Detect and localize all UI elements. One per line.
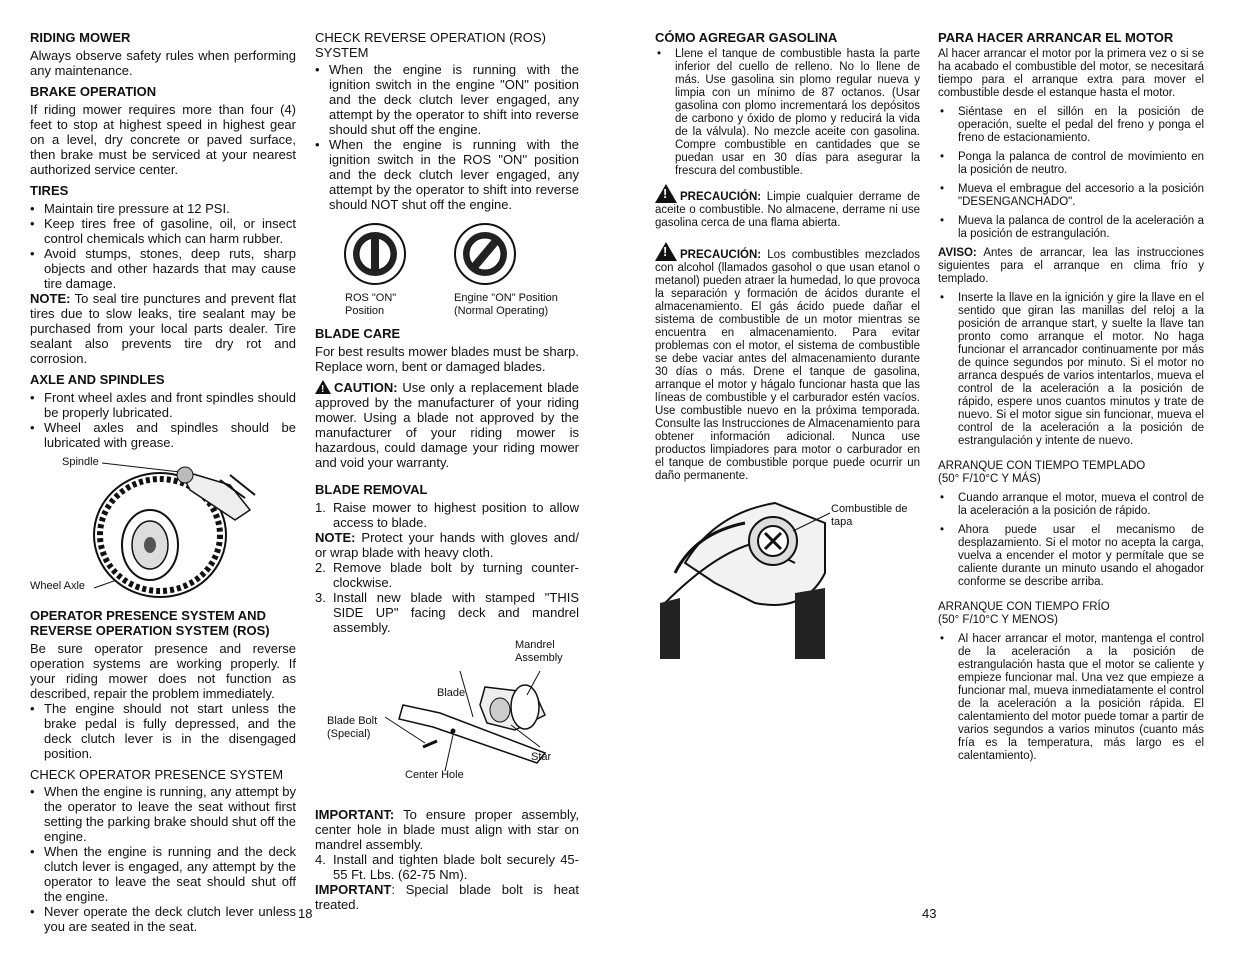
- ignition-switch-drawing: [315, 220, 579, 290]
- cold-heading-2: (50° F/10°C Y MENOS): [938, 614, 1058, 626]
- tires-note: [30, 291, 296, 366]
- start-heading: PARA HACER ARRANCAR EL MOTOR: [938, 30, 1174, 45]
- engine-on-caption: Engine "ON" Position (Normal Operating): [454, 292, 558, 317]
- fuel-cap-photo: [655, 493, 920, 659]
- aviso-list: [938, 292, 1204, 448]
- ros-on-caption: ROS "ON" Position: [345, 292, 397, 317]
- important-label: IMPORTANT:: [315, 807, 395, 822]
- blade-bolt-label: Blade Bolt (Special): [327, 715, 378, 740]
- list-item: 2. Remove blade bolt by turning counter-clockwise.: [315, 560, 579, 590]
- note-label: NOTE:: [30, 291, 71, 306]
- spanish-column-a: [655, 30, 920, 659]
- cold-heading-1: ARRANQUE CON TIEMPO FRÍO: [938, 601, 1110, 613]
- list-item: • When the engine is running with the ignition switch in the ROS "ON" position and the deck clutch lever engaged, any attempt by the operator to shift into reverse should NOT shut off the engine.: [315, 137, 579, 212]
- fuel-cap-caption: Combustible de tapa: [831, 503, 908, 528]
- warning-icon: [655, 184, 677, 203]
- left-column: [30, 30, 296, 934]
- warm-heading-2: (50° F/10°C Y MÁS): [938, 473, 1041, 485]
- list-item: • When the engine is running, any attempt by the operator to leave the seat without first setting the parking brake should shut off the engine.: [30, 784, 296, 844]
- important-text: To ensure proper assembly, center hole in blade must align with star on mandrel assembly.: [315, 807, 579, 852]
- precaution-label: PRECAUCIÓN:: [680, 249, 762, 261]
- start-text: Al hacer arrancar el motor por la primera vez o si se ha acabado el combustible del motor, se necesitará tiempo para el arranque extra para mover el combustible desde el estanque hasta el motor.: [938, 48, 1204, 99]
- riding-mower-text: Always observe safety rules when performing any maintenance.: [30, 48, 296, 78]
- ros-text: Be sure operator presence and reverse operation systems are working properly. If your riding mower does not function as described, repair the problem immediately.: [30, 641, 296, 701]
- ignition-switch-figures: [315, 220, 579, 320]
- list-item: • The engine should not start unless the brake pedal is fully depressed, and the deck clutch lever is in the disengaged position.: [30, 701, 296, 761]
- ros-list: [30, 701, 296, 761]
- list-item: • Never operate the deck clutch lever unless you are seated in the seat.: [30, 904, 296, 934]
- page-number-right: 43: [922, 906, 937, 921]
- list-item: 1. Raise mower to highest position to allow access to blade.: [315, 500, 579, 530]
- gas-list: [655, 48, 920, 178]
- list-item: • Front wheel axles and front spindles should be properly lubricated.: [30, 390, 296, 420]
- cold-list: [938, 633, 1204, 763]
- riding-mower-heading: RIDING MOWER: [30, 30, 131, 45]
- precaution-2: [655, 242, 920, 483]
- start-list: [938, 106, 1204, 241]
- spindle-label: Spindle: [62, 456, 99, 468]
- list-item: • Mueva el embrague del accesorio a la posición "DESENGANCHADO".: [938, 183, 1204, 209]
- wheel-drawing: [30, 450, 296, 602]
- ros-heading-1: OPERATOR PRESENCE SYSTEM AND: [30, 608, 266, 623]
- wheel-axle-label: Wheel Axle: [30, 580, 86, 592]
- list-item: • Avoid stumps, stones, deep ruts, sharp objects and other hazards that may cause tire damage.: [30, 246, 296, 291]
- center-hole-label: Center Hole: [405, 769, 464, 781]
- list-item: • When the engine is running with the ignition switch in the engine "ON" position and the deck clutch lever engaged, any attempt by the operator to shift into reverse should shut off the engine.: [315, 62, 579, 137]
- warning-icon: [315, 380, 331, 394]
- star-label: Star: [531, 751, 552, 763]
- blade-removal-steps-c: [315, 852, 579, 882]
- tires-heading: TIRES: [30, 183, 69, 198]
- brake-heading: BRAKE OPERATION: [30, 84, 157, 99]
- caution-label: CAUTION:: [334, 380, 398, 395]
- list-item: • Ponga la palanca de control de movimiento en la posición de neutro.: [938, 151, 1204, 177]
- blade-label: Blade: [437, 687, 466, 699]
- important-2: [315, 882, 579, 912]
- precaution-label: PRECAUCIÓN:: [680, 191, 762, 203]
- warm-list: [938, 492, 1204, 589]
- blade-care-heading: BLADE CARE: [315, 326, 401, 341]
- check-ros-list: [315, 62, 579, 212]
- note-label: NOTE:: [315, 530, 356, 545]
- list-item: • Al hacer arrancar el motor, mantenga el control de la aceleración a la posición de estrangulación hasta que el motor se caliente y empieze funcionar mal. Una vez que empieze a funcionar mal, mueva inmediatamente el control de la aceleración a la posición rápida. El calentamiento del motor puede tomar a partir de varios segundos a varios minutos (cuanto más fría es la temperatura, más largo es el calentamiento).: [938, 633, 1204, 763]
- blade-note: [315, 530, 579, 560]
- list-item: • Wheel axles and spindles should be lubricated with grease.: [30, 420, 296, 450]
- caution-text-block: [315, 380, 579, 470]
- warning-icon: [655, 242, 677, 261]
- important-1: [315, 807, 579, 852]
- list-item: • Keep tires free of gasoline, oil, or insect control chemicals which can harm rubber.: [30, 216, 296, 246]
- list-item: 4. Install and tighten blade bolt securely 45-55 Ft. Lbs. (62-75 Nm).: [315, 852, 579, 882]
- spanish-column-b: [938, 30, 1204, 763]
- mandrel-label: Mandrel Assembly: [515, 639, 563, 664]
- precaution-text: Limpie cualquier derrame de aceite o combustible. No almacene, derrame ni use gasolina cerca de una flama abierta.: [655, 191, 920, 229]
- list-item: • When the engine is running and the deck clutch lever is engaged, any attempt by the operator to leave the seat should shut off the engine.: [30, 844, 296, 904]
- ros-heading-2: REVERSE OPERATION SYSTEM (ROS): [30, 623, 270, 638]
- note-text: To seal tire punctures and prevent flat tires due to slow leaks, tire sealant may be purchased from your local parts dealer. Tire sealant also prevents tire dry rot and corrosion.: [30, 291, 296, 366]
- list-item: • Siéntase en el sillón en la posición de operación, suelte el pedal del freno y ponga el freno de estacionamiento.: [938, 106, 1204, 145]
- tires-list: [30, 201, 296, 291]
- list-item: • Llene el tanque de combustible hasta la parte inferior del cuello de relleno. No lo llene de más. Use gasolina sin plomo regular nueva y limpia con un mínimo de 87 octanos. (Usar gasolina con plomo incrementará los depósitos de carbono y óxido de plomo y reducirá la vida de la válvula). No mezcle aceite con gasolina. Compre combustible en cantidades que se puedan usar en 30 días para asegurar la frescura del combustible.: [655, 48, 920, 178]
- middle-column: [315, 30, 579, 912]
- blade-removal-steps-a: [315, 500, 579, 530]
- warm-heading-1: ARRANQUE CON TIEMPO TEMPLADO: [938, 460, 1146, 472]
- aviso: [938, 247, 1204, 286]
- list-item: • Cuando arranque el motor, mueva el control de la aceleración a la posición de rápido.: [938, 492, 1204, 518]
- aviso-text: Antes de arrancar, lea las instrucciones siguientes para el arranque en clima frío y templado.: [938, 247, 1204, 285]
- important-text: : Special blade bolt is heat treated.: [315, 882, 579, 912]
- list-item: • Inserte la llave en la ignición y gire la llave en el sentido que giran las manillas del reloj a la posición de arranque start, y suelte la llave tan pronto como arranque el motor. No haga funcionar el arrancador continuamente por más de quince segundos por minuto. Si el motor no arranca después de varios intentarlos, mueva el control de la aceleración a la posición de rápido, espere unos cuantos minutos y trate de nuevo. Si el motor sigue sin funcionar, mueva el control de la aceleración a la posición de estrangulación y intente de nuevo.: [938, 292, 1204, 448]
- blade-diagram: [315, 635, 579, 807]
- important-label: IMPORTANT: [315, 882, 392, 897]
- axle-heading: AXLE AND SPINDLES: [30, 372, 165, 387]
- axle-list: [30, 390, 296, 450]
- check-ros-heading: CHECK REVERSE OPERATION (ROS) SYSTEM: [315, 30, 546, 60]
- wheel-illustration: [30, 450, 296, 602]
- check-ops-heading: CHECK OPERATOR PRESENCE SYSTEM: [30, 767, 284, 782]
- list-item: • Maintain tire pressure at 12 PSI.: [30, 201, 296, 216]
- list-item: • Mueva la palanca de control de la aceleración a la posición de estrangulación.: [938, 215, 1204, 241]
- note-text: Protect your hands with gloves and/ or wrap blade with heavy cloth.: [315, 530, 579, 560]
- list-item: • Ahora puede usar el mecanismo de desplazamiento. Si el motor no acepta la carga, vuelva a encender el motor y permítale que se caliente durante un minuto usando el ahogador conforme se describe arriba.: [938, 524, 1204, 589]
- caution-text: Use only a replacement blade approved by the manufacturer of your riding mower. Using a blade not approved by the manufacturer of your riding mower is hazardous, could damage your riding mower and void your warranty.: [315, 380, 579, 470]
- gas-heading: CÓMO AGREGAR GASOLINA: [655, 30, 838, 45]
- blade-care-text: For best results mower blades must be sharp. Replace worn, bent or damaged blades.: [315, 344, 579, 374]
- page-number-left: 18: [298, 906, 313, 921]
- check-ops-list: [30, 784, 296, 934]
- brake-text: If riding mower requires more than four (4) feet to stop at highest speed in highest gear on a level, dry concrete or paved surface, then brake must be serviced at your nearest authorized service center.: [30, 102, 296, 177]
- precaution-1: [655, 184, 920, 230]
- blade-removal-heading: BLADE REMOVAL: [315, 482, 428, 497]
- precaution-text: Los combustibles mezclados con alcohol (llamados gasohol o que usan etanol o metanol) pueden atraer la humedad, lo que provoca la separación y formación de ácidos durante el almacenamiento. El gás ácido puede dañar el sistema de combustible de un motor mientras se encuentra en almacenamiento. Para evitar problemas con el motor, el sistema de combustible se debe vaciar antes del almacenamiento durante 30 días o más. Drene el tanque de gasolina, arranque el motor y hágalo funcionar hasta que las líneas de combustible y el carburador estén vacíos. Use combustible nuevo en la próxima temporada. Consulte las Instrucciones de Almacenamiento para obtener información adicional. Nunca use productos limpiadores para motor o carburador en el tanque de combustible porque puede ocurrir un daño permanente.: [655, 249, 920, 482]
- blade-removal-steps-b: [315, 560, 579, 635]
- aviso-label: AVISO:: [938, 247, 977, 259]
- list-item: 3. Install new blade with stamped "THIS SIDE UP" facing deck and mandrel assembly.: [315, 590, 579, 635]
